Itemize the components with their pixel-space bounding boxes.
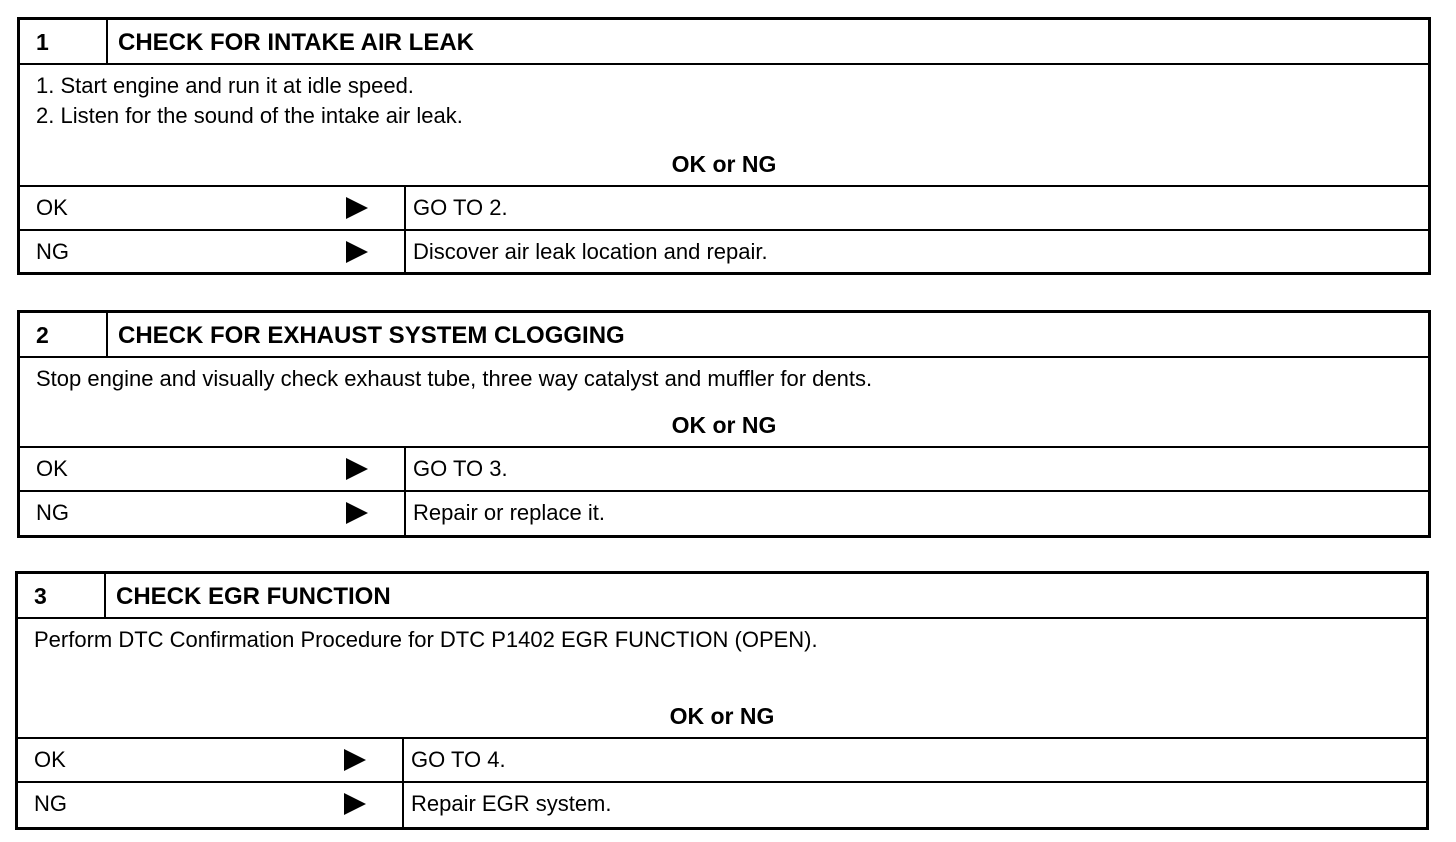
result-label: NG [36, 500, 69, 525]
result-label: NG [34, 791, 67, 816]
step-1-box [17, 17, 1431, 275]
result-action: GO TO 3. [413, 456, 508, 481]
right-arrow-icon [346, 197, 368, 219]
result-action: GO TO 4. [411, 747, 506, 772]
step-instructions [18, 619, 1426, 739]
step-3-box [15, 571, 1429, 830]
step-title: CHECK FOR INTAKE AIR LEAK [118, 29, 474, 56]
instruction-line: Perform DTC Confirmation Procedure for DTC P1402 EGR FUNCTION (OPEN). [34, 627, 818, 652]
result-label-cell [20, 492, 406, 536]
right-arrow-icon [346, 502, 368, 524]
step-header [20, 313, 1428, 358]
result-action: Repair or replace it. [413, 500, 605, 525]
right-arrow-icon [344, 793, 366, 815]
result-label: OK [34, 747, 66, 772]
result-label: OK [36, 456, 68, 481]
result-row-ng [20, 231, 1428, 275]
instruction-line: 1. Start engine and run it at idle speed. [36, 73, 414, 98]
result-label-cell [18, 783, 404, 827]
result-label-cell [20, 187, 406, 229]
result-label-cell [20, 448, 406, 490]
result-action: Discover air leak location and repair. [413, 239, 768, 264]
result-action: GO TO 2. [413, 195, 508, 220]
step-title: CHECK FOR EXHAUST SYSTEM CLOGGING [118, 322, 625, 349]
right-arrow-icon [346, 458, 368, 480]
result-row-ok [18, 739, 1426, 783]
right-arrow-icon [346, 241, 368, 263]
result-label-cell [20, 231, 406, 275]
step-number: 3 [18, 574, 106, 617]
ok-or-ng-label: OK or NG [669, 703, 775, 729]
instruction-line: Stop engine and visually check exhaust tube, three way catalyst and muffler for dents. [36, 366, 873, 391]
ok-or-ng-label: OK or NG [671, 151, 777, 177]
step-2-box [17, 310, 1431, 538]
result-row-ok [20, 187, 1428, 231]
step-header [18, 574, 1426, 619]
instruction-line: 2. Listen for the sound of the intake air leak. [36, 103, 463, 128]
result-label: NG [36, 239, 69, 264]
step-instructions [20, 65, 1428, 187]
step-number: 1 [20, 20, 108, 63]
result-row-ng [18, 783, 1426, 827]
step-instructions [20, 358, 1428, 448]
step-header [20, 20, 1428, 65]
result-action: Repair EGR system. [411, 791, 612, 816]
step-title: CHECK EGR FUNCTION [116, 583, 391, 610]
result-label: OK [36, 195, 68, 220]
right-arrow-icon [344, 749, 366, 771]
result-row-ok [20, 448, 1428, 492]
result-row-ng [20, 492, 1428, 536]
step-number: 2 [20, 313, 108, 356]
result-label-cell [18, 739, 404, 781]
ok-or-ng-label: OK or NG [671, 412, 777, 438]
